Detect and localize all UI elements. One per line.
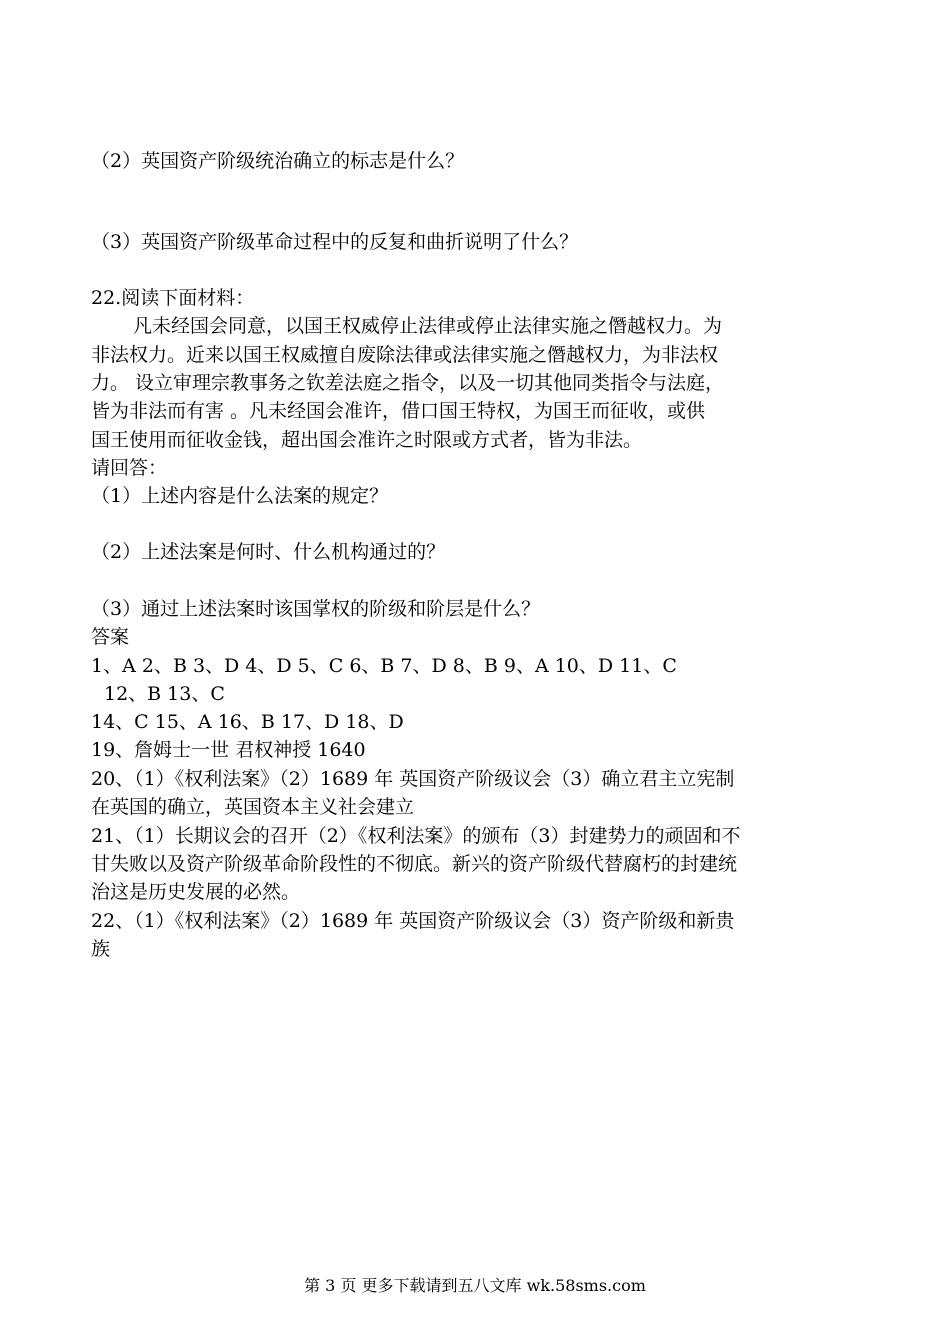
passage-line-2: 非法权力。近来以国王权威擅自废除法律或法律实施之僭越权力，为非法权 xyxy=(91,344,719,366)
passage-line-4: 皆为非法而有害 。凡未经国会准许，借口国王特权，为国王而征收，或供 xyxy=(91,400,706,422)
answer-line-8: 甘失败以及资产阶级革命阶段性的不彻底。新兴的资产阶级代替腐朽的封建统 xyxy=(91,853,738,875)
answer-line-1: 1、A 2、B 3、D 4、D 5、C 6、B 7、D 8、B 9、A 10、D 11、C xyxy=(91,655,677,677)
question-21-part-3: （3）英国资产阶级革命过程中的反复和曲折说明了什么？ xyxy=(91,231,579,253)
question-21-part-2: （2）英国资产阶级统治确立的标志是什么？ xyxy=(91,150,465,172)
passage-line-3: 力。 设立审理宗教事务之钦差法庭之指令，以及一切其他同类指令与法庭， xyxy=(91,372,725,394)
answer-line-10: 22、（1）《权利法案》（2）1689 年 英国资产阶级议会（3）资产阶级和新贵 xyxy=(91,910,735,932)
answer-line-7: 21、（1）长期议会的召开（2）《权利法案》的颁布（3）封建势力的顽固和不 xyxy=(91,825,741,847)
passage-line-5: 国王使用而征收金钱，超出国会准许之时限或方式者，皆为非法。 xyxy=(91,429,643,451)
question-22-part-3: （3）通过上述法案时该国掌权的阶级和阶层是什么？ xyxy=(91,598,541,620)
question-22-part-2: （2）上述法案是何时、什么机构通过的？ xyxy=(91,541,446,563)
answer-line-3: 14、C 15、A 16、B 17、D 18、D xyxy=(91,711,404,733)
question-22-part-1: （1）上述内容是什么法案的规定？ xyxy=(91,485,389,507)
answer-prompt: 请回答： xyxy=(91,457,168,479)
answer-line-9: 治这是历史发展的必然。 xyxy=(91,881,301,903)
answer-line-4: 19、詹姆士一世 君权神授 1640 xyxy=(91,739,366,761)
answer-line-5: 20、（1）《权利法案》（2）1689 年 英国资产阶级议会（3）确立君主立宪制 xyxy=(91,768,735,790)
passage-line-1: 凡未经国会同意，以国王权威停止法律或停止法律实施之僭越权力。为 xyxy=(133,315,723,337)
page-footer: 第 3 页 更多下载请到五八文库 wk.58sms.com xyxy=(304,1276,646,1295)
answers-heading: 答案 xyxy=(91,626,130,648)
answer-line-2: 12、B 13、C xyxy=(104,683,225,705)
answer-line-11: 族 xyxy=(91,938,111,960)
answer-line-6: 在英国的确立，英国资本主义社会建立 xyxy=(91,796,415,818)
question-22-intro: 22.阅读下面材料： xyxy=(91,287,255,309)
